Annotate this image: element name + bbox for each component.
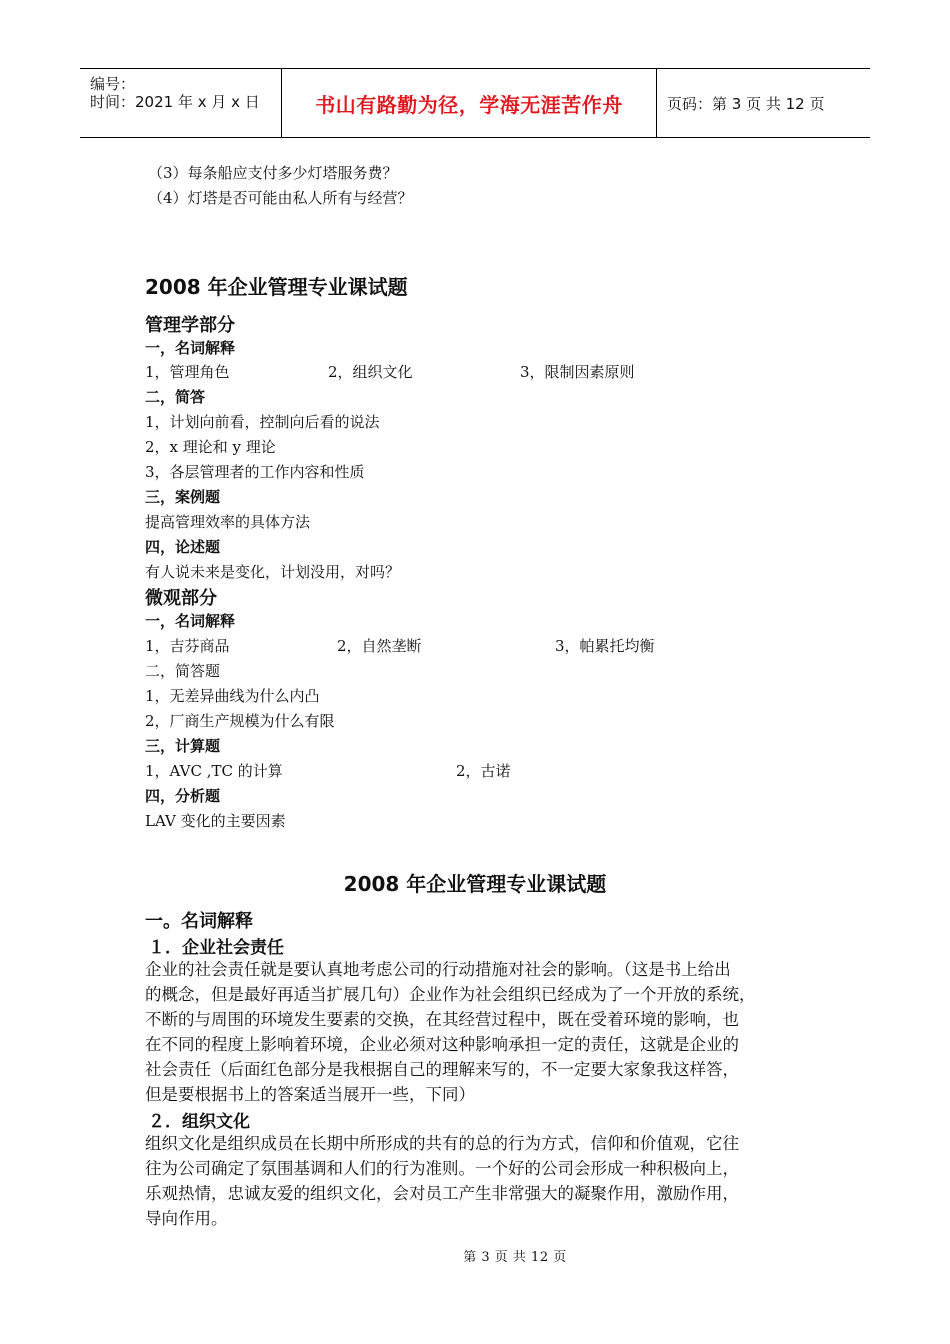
paragraph-line: 组织文化是组织成员在长期中所形成的共有的总的行为方式，信仰和价值观，它往 — [145, 1134, 739, 1153]
page-header — [80, 68, 870, 138]
question-item: 2，古诺 — [456, 762, 511, 780]
document-date-label: 时间：2021 年 x 月 x 日 — [90, 93, 260, 111]
header-motto-cell — [282, 69, 657, 137]
question-item: 提高管理效率的具体方法 — [145, 513, 311, 531]
question-item: 2，厂商生产规模为什么有限 — [145, 712, 335, 730]
subsection-heading: 四，分析题 — [145, 787, 221, 805]
question-item: 1，AVC ,TC 的计算 — [145, 762, 283, 780]
term-heading: １．企业社会责任 — [148, 938, 284, 958]
question-4: （4）灯塔是否可能由私人所有与经营？ — [148, 189, 413, 207]
paragraph-line: 但是要根据书上的答案适当展开一些，下同） — [145, 1085, 475, 1104]
term-item: 3，帕累托均衡 — [555, 637, 655, 655]
section-heading-management: 管理学部分 — [145, 315, 235, 336]
document-code-label: 编号： — [90, 75, 136, 93]
question-item: 有人说未来是变化，计划没用，对吗？ — [145, 563, 401, 581]
question-3: （3）每条船应支付多少灯塔服务费？ — [148, 164, 398, 182]
subsection-heading: 一，名词解释 — [145, 339, 236, 357]
term-definition — [145, 1131, 815, 1231]
paragraph-line: 企业的社会责任就是要认真地考虑公司的行动措施对社会的影响。（这是书上给出 — [145, 960, 731, 979]
paragraph-line: 乐观热情，忠诚友爱的组织文化，会对员工产生非常强大的凝聚作用，激励作用， — [145, 1184, 739, 1203]
header-motto: 书山有路勤为径，学海无涯苦作舟 — [315, 92, 623, 117]
paragraph-line: 社会责任（后面红色部分是我根据自己的理解来写的，不一定要大家象我这样答， — [145, 1060, 739, 1079]
term-definition — [145, 957, 815, 1107]
exam-title: 2008 年企业管理专业课试题 — [343, 872, 607, 896]
paragraph-line: 在不同的程度上影响着环境，企业必须对这种影响承担一定的责任，这就是企业的 — [145, 1035, 739, 1054]
subsection-heading: 二，简答题 — [145, 662, 221, 680]
header-page-cell — [657, 69, 870, 137]
question-item: 3，各层管理者的工作内容和性质 — [145, 463, 365, 481]
question-item: 1，计划向前看，控制向后看的说法 — [145, 413, 380, 431]
subsection-heading: 三，计算题 — [145, 737, 221, 755]
term-item: 1，吉芬商品 — [145, 637, 230, 655]
paragraph-line: 往为公司确定了氛围基调和人们的行为准则。一个好的公司会形成一种积极向上， — [145, 1159, 739, 1178]
header-meta-cell — [80, 69, 282, 137]
subsection-heading: 二，简答 — [145, 388, 206, 406]
question-item: LAV 变化的主要因素 — [145, 812, 286, 830]
term-heading: ２．组织文化 — [148, 1112, 250, 1132]
header-page-number: 页码：第 3 页 共 12 页 — [667, 94, 825, 113]
exam-title: 2008 年企业管理专业课试题 — [145, 275, 408, 299]
subsection-heading: 一，名词解释 — [145, 612, 236, 630]
term-item: 2，组织文化 — [328, 363, 413, 381]
term-item: 3，限制因素原则 — [520, 363, 635, 381]
question-item: 1，无差异曲线为什么内凸 — [145, 687, 320, 705]
page-footer — [0, 1246, 950, 1265]
paragraph-line: 的概念，但是最好再适当扩展几句）企业作为社会组织已经成为了一个开放的系统， — [145, 985, 756, 1004]
footer-page-number: 第 3 页 共 12 页 — [463, 1250, 567, 1265]
paragraph-line: 导向作用。 — [145, 1209, 228, 1228]
term-item: 1，管理角色 — [145, 363, 230, 381]
section-heading-micro: 微观部分 — [145, 588, 217, 609]
paragraph-line: 不断的与周围的环境发生要素的交换，在其经营过程中，既在受着环境的影响，也 — [145, 1010, 739, 1029]
subsection-heading: 一。名词解释 — [145, 911, 253, 932]
subsection-heading: 三，案例题 — [145, 488, 221, 506]
question-item: 2，x 理论和 y 理论 — [145, 438, 276, 456]
subsection-heading: 四，论述题 — [145, 538, 221, 556]
term-item: 2，自然垄断 — [337, 637, 422, 655]
